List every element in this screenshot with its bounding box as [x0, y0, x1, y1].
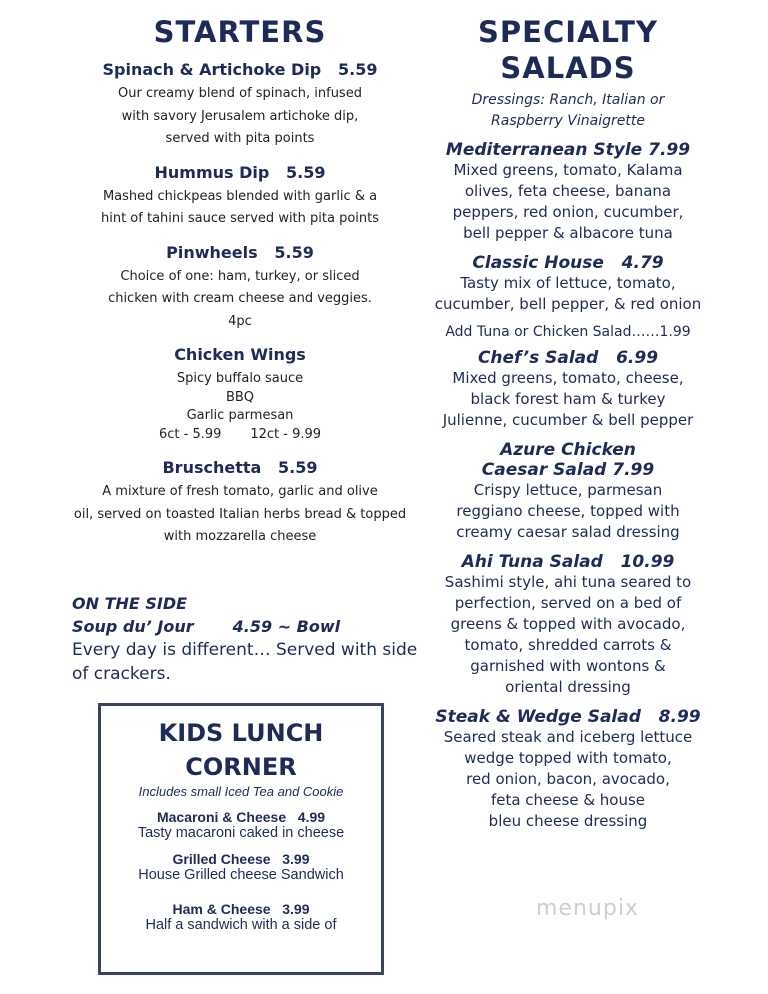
item-desc-line: Garlic parmesan — [186, 408, 294, 423]
kids-item — [101, 851, 381, 883]
dressings-line: Dressings: Ranch, Italian or — [471, 92, 665, 108]
item-price: 5.59 — [274, 242, 314, 262]
item-desc-line: chicken with cream cheese and veggies. — [108, 291, 372, 306]
salad-desc-line: Sashimi style, ahi tuna seared to — [444, 573, 692, 591]
salads-heading-line2: SALADS — [500, 51, 636, 85]
salad-desc-line: feta cheese & house — [490, 791, 646, 809]
salad-desc-line: red onion, bacon, avocado, — [466, 770, 670, 788]
item-price: 5.59 — [337, 60, 378, 79]
salad-item — [418, 140, 718, 244]
kids-subtitle: Includes small Iced Tea and Cookie — [138, 784, 344, 799]
item-desc-line: 6ct - 5.99 12ct - 9.99 — [158, 426, 322, 442]
salad-desc-line: reggiano cheese, topped with — [456, 502, 680, 520]
kids-item-price: 3.99 — [282, 901, 310, 917]
menu-item — [60, 458, 420, 549]
kids-item-name: Macaroni & Cheese — [156, 809, 287, 825]
salad-desc-line: oriental dressing — [505, 678, 631, 696]
item-desc-line: A mixture of fresh tomato, garlic and olive — [102, 484, 378, 499]
salad-name: Mediterranean Style — [445, 140, 643, 160]
salad-item — [418, 440, 718, 543]
side-item-desc: Every day is different… Served with side of crackers. — [72, 640, 418, 684]
salad-desc-line: perfection, served on a bed of — [454, 594, 682, 612]
salad-name: Azure Chicken — [500, 440, 636, 460]
salad-desc-line: olives, feta cheese, banana — [464, 182, 672, 200]
item-price: 5.59 — [286, 162, 326, 182]
salad-item — [418, 253, 718, 315]
kids-heading-line2: CORNER — [185, 753, 297, 781]
item-desc-line: with mozzarella cheese — [163, 529, 317, 544]
item-desc-line: Spicy buffalo sauce — [176, 371, 304, 386]
watermark-logo: menupix — [536, 896, 639, 921]
salad-price: 6.99 — [616, 348, 659, 368]
salad-desc-line: Tasty mix of lettuce, tomato, — [460, 274, 676, 292]
menu-item — [60, 60, 420, 151]
item-name: Pinwheels — [166, 242, 258, 262]
salad-desc-line: garnished with wontons & — [470, 657, 666, 675]
salads-heading-line1: SPECIALTY — [478, 15, 658, 49]
kids-item-name: Ham & Cheese — [172, 901, 271, 917]
salad-item — [418, 552, 718, 698]
item-price: 5.59 — [278, 458, 318, 477]
salad-item — [418, 707, 718, 832]
salad-desc-line: peppers, red onion, cucumber, — [452, 203, 684, 221]
salad-desc-line: tomato, shredded carrots & — [464, 636, 672, 654]
kids-lunch-box — [98, 703, 384, 975]
add-on-note: Add Tuna or Chicken Salad……1.99 — [445, 324, 691, 340]
salad-desc-line: Mixed greens, tomato, Kalama — [453, 161, 683, 179]
dressings-line: Raspberry Vinaigrette — [491, 113, 645, 129]
item-desc-line: BBQ — [225, 389, 255, 405]
side-item-price: 4.59 ~ Bowl — [232, 617, 341, 636]
salad-desc-line: Seared steak and iceberg lettuce — [443, 728, 693, 746]
side-heading: ON THE SIDE — [72, 594, 188, 613]
menu-item — [60, 163, 420, 231]
kids-heading-line1: KIDS LUNCH — [158, 719, 324, 747]
item-desc-line: oil, served on toasted Italian herbs bread & topped — [73, 506, 407, 522]
item-name: Chicken Wings — [174, 345, 306, 364]
item-desc-line: hint of tahini sauce served with pita points — [100, 211, 380, 226]
salad-price: 7.99 — [612, 460, 655, 480]
item-desc-line: served with pita points — [165, 131, 315, 146]
kids-item-desc: Half a sandwich with a side of — [145, 917, 337, 933]
salad-name-2: Caesar Salad — [481, 460, 607, 480]
salad-desc-line: greens & topped with avocado, — [450, 615, 686, 633]
kids-item — [101, 809, 381, 841]
item-desc-line: Our creamy blend of spinach, infused — [118, 86, 362, 101]
salad-desc-line: cucumber, bell pepper, & red onion — [434, 295, 702, 313]
salad-price: 4.79 — [621, 253, 664, 273]
menu-item — [60, 243, 420, 334]
salad-desc-line: bleu cheese dressing — [488, 812, 648, 830]
starters-heading: STARTERS — [153, 15, 327, 49]
salad-desc-line: Crispy lettuce, parmesan — [473, 481, 663, 499]
kids-item-desc: Tasty macaroni caked in cheese — [137, 825, 345, 841]
salad-name: Classic House — [472, 253, 604, 273]
kids-item-desc: House Grilled cheese Sandwich — [138, 867, 344, 883]
salad-desc-line: bell pepper & albacore tuna — [463, 224, 673, 242]
salad-price: 7.99 — [648, 140, 691, 160]
item-desc-line: with savory Jerusalem artichoke dip, — [121, 108, 359, 124]
on-the-side-section — [72, 592, 422, 686]
salad-name: Chef’s Salad — [477, 348, 599, 368]
kids-item — [101, 901, 381, 933]
kids-item-price: 4.99 — [297, 809, 326, 825]
salad-desc-line: wedge topped with tomato, — [464, 749, 672, 767]
item-desc-line: 4pc — [228, 313, 252, 329]
salad-name: Ahi Tuna Salad — [461, 552, 603, 572]
item-name: Bruschetta — [162, 458, 262, 477]
salad-price: 10.99 — [620, 552, 675, 572]
item-desc-line: Mashed chickpeas blended with garlic & a — [102, 188, 378, 204]
salads-section — [418, 14, 718, 832]
side-item-name: Soup du’ Jour — [72, 617, 194, 636]
salad-desc-line: Julienne, cucumber & bell pepper — [442, 411, 694, 429]
item-name: Spinach & Artichoke Dip — [102, 60, 322, 79]
salad-desc-line: Mixed greens, tomato, cheese, — [452, 369, 684, 387]
kids-item-name: Grilled Cheese — [172, 851, 271, 867]
salad-desc-line: black forest ham & turkey — [470, 390, 666, 408]
starters-section — [60, 14, 420, 549]
salad-desc-line: creamy caesar salad dressing — [456, 523, 680, 541]
menu-item — [60, 345, 420, 444]
salad-name: Steak & Wedge Salad — [435, 707, 641, 727]
item-name: Hummus Dip — [154, 162, 270, 182]
kids-item-price: 3.99 — [282, 851, 310, 867]
item-desc-line: Choice of one: ham, turkey, or sliced — [120, 268, 360, 284]
salad-item — [418, 348, 718, 431]
salad-price: 8.99 — [658, 707, 701, 727]
